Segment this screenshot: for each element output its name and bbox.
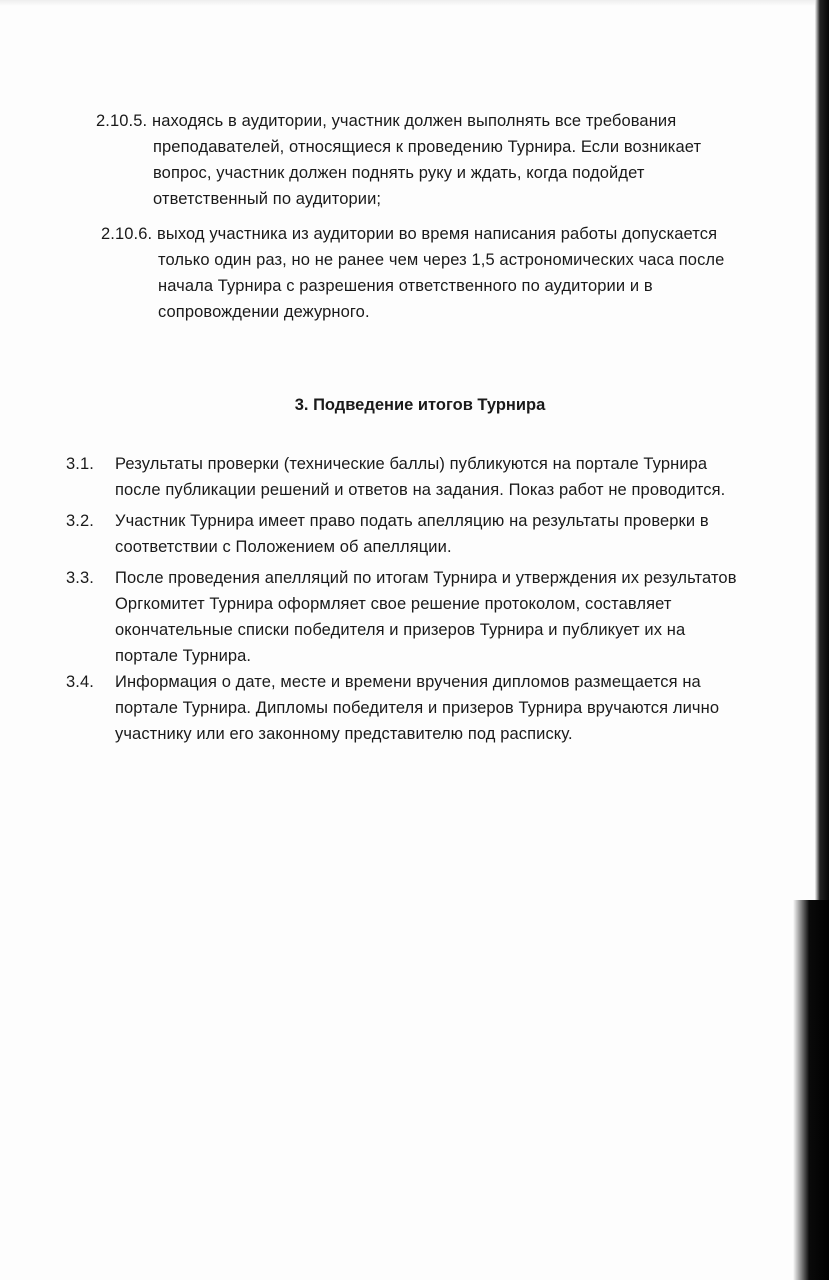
clause-line: после публикации решений и ответов на задания. Показ работ не проводится. xyxy=(115,481,726,499)
clause-3-3 xyxy=(66,565,737,669)
clause-number: 3.3. xyxy=(66,569,94,587)
clause-number: 3.1. xyxy=(66,455,94,473)
clause-number: 3.4. xyxy=(66,673,94,691)
clause-line: Оргкомитет Турнира оформляет свое решение протоколом, составляет xyxy=(115,595,672,613)
section-title: 3. Подведение итогов Турнира xyxy=(294,396,546,414)
clause-number: 2.10.6. xyxy=(101,225,153,243)
clause-3-2 xyxy=(66,508,709,560)
clause-line: находясь в аудитории, участник должен выполнять все требования xyxy=(152,112,677,130)
clause-line: преподавателей, относящиеся к проведению Турнира. Если возникает xyxy=(153,138,702,156)
clause-line: Информация о дате, месте и времени вручения дипломов размещается на xyxy=(115,673,701,691)
clause-line: участнику или его законному представителю под расписку. xyxy=(115,725,573,743)
clause-number: 2.10.5. xyxy=(96,112,148,130)
clause-line: выход участника из аудитории во время написания работы допускается xyxy=(157,225,718,243)
clause-line: Результаты проверки (технические баллы) публикуются на портале Турнира xyxy=(115,455,708,473)
clause-2-10-6 xyxy=(101,221,724,325)
clause-line: После проведения апелляций по итогам Турнира и утверждения их результатов xyxy=(115,569,737,587)
scan-right-edge-shadow xyxy=(793,900,829,1280)
clause-line: вопрос, участник должен поднять руку и ждать, когда подойдет xyxy=(153,164,645,182)
clause-2-10-5 xyxy=(96,108,701,212)
clause-line: Участник Турнира имеет право подать апелляцию на результаты проверки в xyxy=(115,512,709,530)
scan-top-shadow xyxy=(0,0,829,6)
clause-3-4 xyxy=(66,669,719,747)
clause-line: только один раз, но не ранее чем через 1,5 астрономических часа после xyxy=(158,251,725,269)
clause-line: начала Турнира с разрешения ответственного по аудитории и в xyxy=(158,277,653,295)
clause-line: окончательные списки победителя и призеров Турнира и публикует их на xyxy=(115,621,686,639)
clause-line: портале Турнира. xyxy=(115,647,252,665)
clause-number: 3.2. xyxy=(66,512,94,530)
clause-line: сопровождении дежурного. xyxy=(158,303,370,321)
clause-3-1 xyxy=(66,451,725,503)
clause-line: портале Турнира. Дипломы победителя и призеров Турнира вручаются лично xyxy=(115,699,720,717)
clause-line: соответствии с Положением об апелляции. xyxy=(115,538,452,556)
clause-line: ответственный по аудитории; xyxy=(153,190,382,208)
